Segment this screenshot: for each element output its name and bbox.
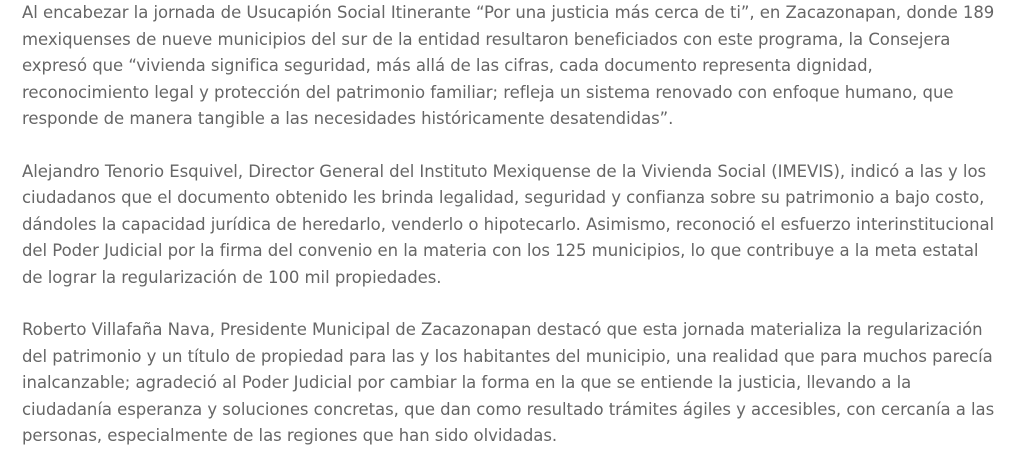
paragraph-imevis-director: Alejandro Tenorio Esquivel, Director General del Instituto Mexiquense de la Vivienda Social (IMEVIS), indicó a las y los ciudadanos que el documento obtenido les brinda legalidad, seguridad y confianza sobre su patrimonio a bajo costo, dándoles la capacidad jurídica de heredarlo, venderlo o hipotecarlo. Asimismo, reconoció el esfuerzo interinstitucional del Poder Judicial por la firma del convenio en la materia con los 125 municipios, lo que contribuye a la meta estatal de lograr la regularización de 100 mil propiedades. [22,161,995,287]
paragraph-municipal-president: Roberto Villafaña Nava, Presidente Municipal de Zacazonapan destacó que esta jornada materializa la regularización del patrimonio y un título de propiedad para las y los habitantes del municipio, una realidad que para muchos parecía inalcanzable; agradeció al Poder Judicial por cambiar la forma en la que se entiende la justicia, llevando a la ciudadanía esperanza y soluciones concretas, que dan como resultado trámites ágiles y accesibles, con cercanía a las personas, especialmente de las regiones que han sido olvidadas. [22,320,995,445]
paragraph-consejera-quote: Al encabezar la jornada de Usucapión Social Itinerante “Por una justicia más cerca de ti”, en Zacazonapan, donde 189 mexiquenses de nueve municipios del sur de la entidad resultaron beneficiados con este programa, la Consejera expresó que “vivienda significa seguridad, más allá de las cifras, cada documento representa dignidad, reconocimiento legal y protección del patrimonio familiar; refleja un sistema renovado con enfoque humano, que responde de manera tangible a las necesidades históricamente desatendidas”. [22,3,995,128]
